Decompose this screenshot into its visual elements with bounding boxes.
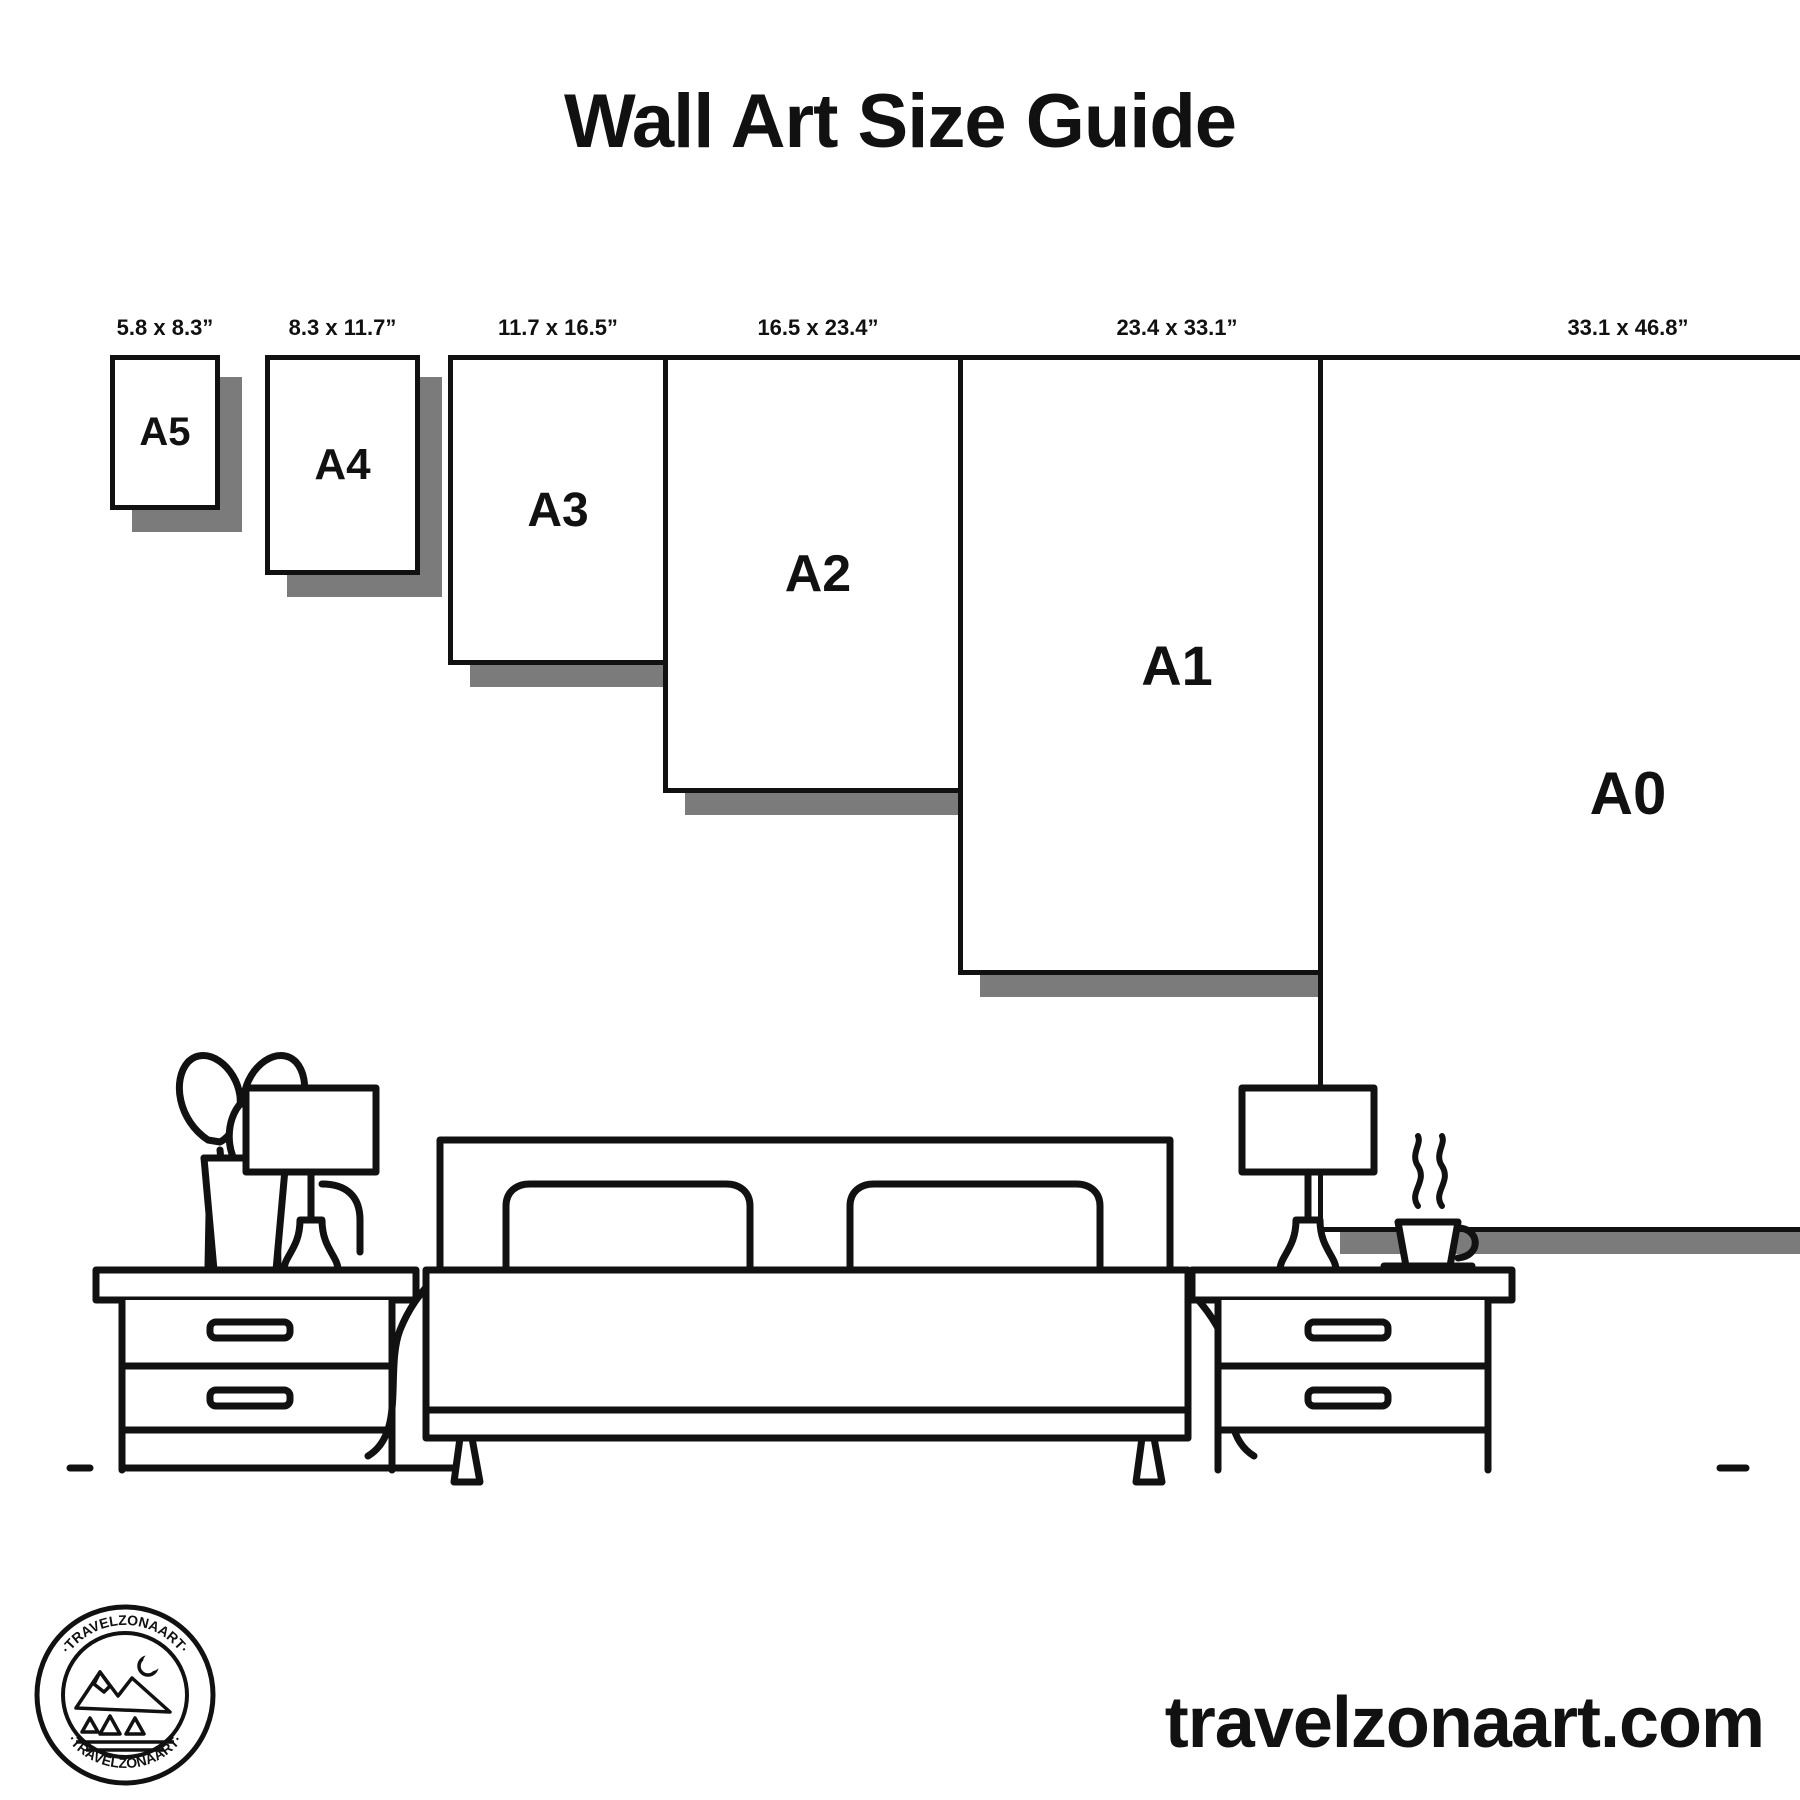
frame-size-a2[interactable] [663, 315, 995, 815]
frame-dimension-label: 16.5 x 23.4” [757, 315, 879, 340]
right-nightstand-icon [1192, 1270, 1746, 1470]
frame-box[interactable] [265, 355, 420, 575]
left-nightstand-icon [70, 1270, 460, 1470]
bedroom-illustration [60, 970, 1760, 1530]
frame-box[interactable] [448, 355, 668, 665]
frame-size-a3[interactable] [448, 315, 690, 687]
coffee-cup-icon [1384, 1136, 1475, 1266]
bed-icon [368, 1140, 1254, 1482]
frame-size-label: A4 [314, 440, 371, 489]
frame-box[interactable] [663, 355, 973, 793]
frame-dimension-label: 23.4 x 33.1” [1116, 315, 1238, 340]
frame-size-label: A5 [139, 410, 191, 454]
frame-dimension-label: 33.1 x 46.8” [1567, 315, 1689, 340]
frame-dimension-label: 8.3 x 11.7” [288, 315, 397, 340]
website-url: travelzonaart.com [1164, 1683, 1764, 1763]
frame-dimension-label: 11.7 x 16.5” [498, 315, 618, 340]
frame-dimension-label: 5.8 x 8.3” [116, 315, 214, 340]
frame-size-label: A1 [1141, 633, 1213, 697]
brand-logo [30, 1600, 220, 1790]
right-table-lamp-icon [1242, 1088, 1374, 1270]
frame-size-label: A3 [527, 483, 589, 537]
frame-size-label: A2 [784, 545, 852, 603]
logo-text-bottom: ·TRAVELZONAART· [64, 1731, 186, 1772]
frame-box[interactable] [110, 355, 220, 510]
page-title: Wall Art Size Guide [563, 79, 1237, 164]
frame-size-a4[interactable] [265, 315, 442, 597]
frame-size-label: A0 [1589, 760, 1667, 827]
frame-size-a5[interactable] [110, 315, 242, 532]
logo-text-top: ·TRAVELZONAART· [57, 1611, 193, 1657]
